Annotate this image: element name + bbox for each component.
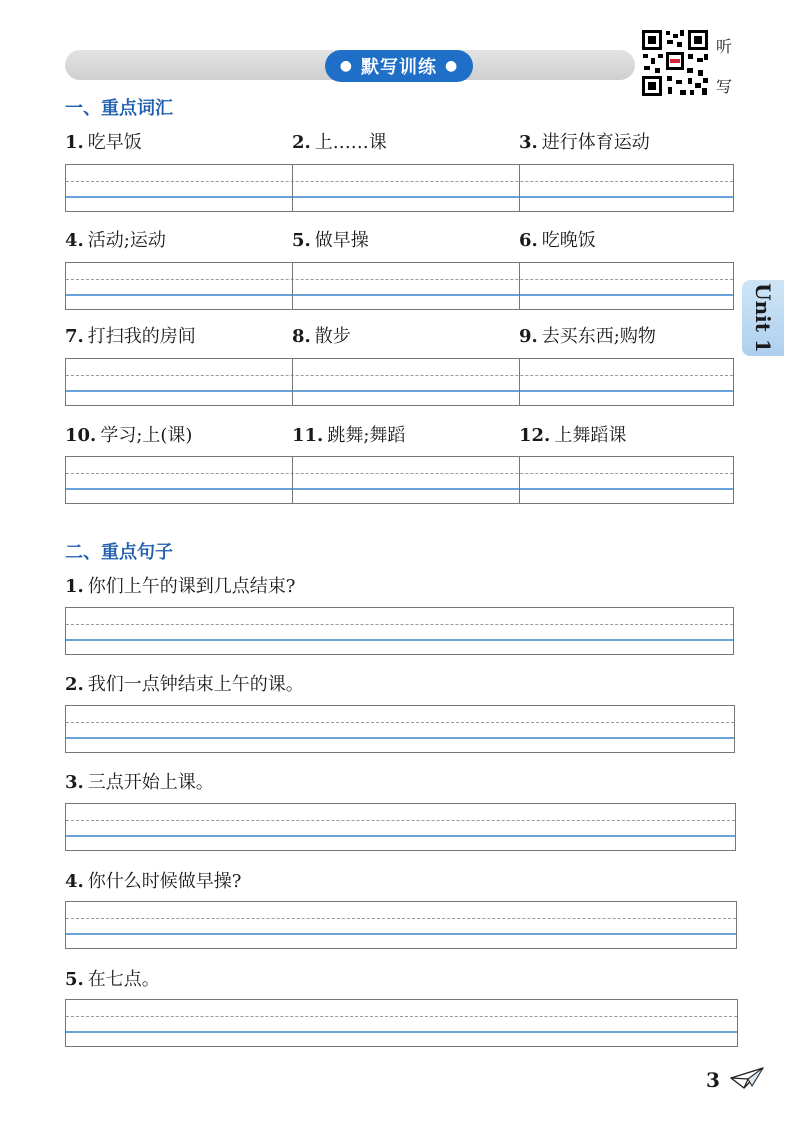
dot-icon: ● xyxy=(339,58,353,74)
unit-label: Unit 1 xyxy=(751,283,776,353)
sentence-writing-row[interactable] xyxy=(65,607,734,655)
header-title: 默写训练 xyxy=(361,57,437,78)
vocab-item: 10. 学习;上(课) xyxy=(65,425,193,446)
vocab-item: 4. 活动;运动 xyxy=(65,230,166,251)
listen-label-bottom: 写 xyxy=(716,77,733,96)
unit-side-tab[interactable] xyxy=(742,280,784,356)
sentence-item: 2. 我们一点钟结束上午的课。 xyxy=(65,674,304,695)
sentence-writing-row[interactable] xyxy=(65,705,735,753)
vocab-item: 8. 散步 xyxy=(292,326,351,347)
vocab-writing-row[interactable] xyxy=(65,164,734,212)
sentence-item: 1. 你们上午的课到几点结束? xyxy=(65,576,296,597)
section-title-vocab: 一、重点词汇 xyxy=(65,98,173,119)
vocab-item: 5. 做早操 xyxy=(292,230,369,251)
paper-plane-icon xyxy=(730,1066,764,1090)
sentence-writing-row[interactable] xyxy=(65,803,736,851)
vocab-writing-row[interactable] xyxy=(65,358,734,406)
listen-label-top: 听 xyxy=(716,37,733,56)
sentence-writing-row[interactable] xyxy=(65,901,737,949)
vocab-writing-row[interactable] xyxy=(65,456,734,504)
dot-icon: ● xyxy=(445,58,459,74)
header-title-pill xyxy=(325,50,473,82)
vocab-item: 1. 吃早饭 xyxy=(65,132,142,153)
page-number: 3 xyxy=(706,1068,720,1092)
vocab-item: 6. 吃晚饭 xyxy=(519,230,596,251)
vocab-writing-row[interactable] xyxy=(65,262,734,310)
sentence-item: 3. 三点开始上课。 xyxy=(65,772,214,793)
vocab-item: 2. 上……课 xyxy=(292,132,387,153)
vocab-item: 9. 去买东西;购物 xyxy=(519,326,656,347)
vocab-item: 7. 打扫我的房间 xyxy=(65,326,196,347)
sentence-item: 4. 你什么时候做早操? xyxy=(65,871,242,892)
sentence-item: 5. 在七点。 xyxy=(65,969,160,990)
section-title-sentences: 二、重点句子 xyxy=(65,542,173,563)
vocab-item: 11. 跳舞;舞蹈 xyxy=(292,425,406,446)
qr-code-icon[interactable] xyxy=(640,28,710,98)
vocab-item: 12. 上舞蹈课 xyxy=(519,425,627,446)
vocab-item: 3. 进行体育运动 xyxy=(519,132,650,153)
sentence-writing-row[interactable] xyxy=(65,999,738,1047)
